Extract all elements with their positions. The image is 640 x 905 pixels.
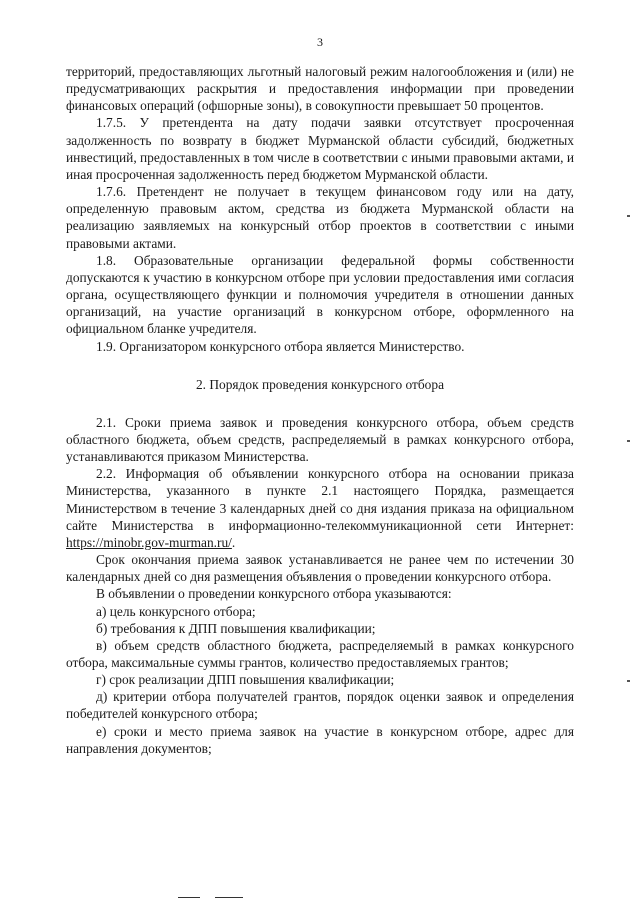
paragraph-1-7-6: 1.7.6. Претендент не получает в текущем финансовом году или на дату, определенную правовым актом, средства из бюджета Мурманской области на реализацию заявляемых на конкурсный отбор проектов в соответствии с иными правовыми актами. [66, 184, 574, 251]
bottom-rule [215, 897, 243, 898]
paragraph-2-2-text: 2.2. Информация об объявлении конкурсного отбора на основании приказа Министерства, указанного в пункте 2.1 настоящего Порядка, размещается Министерством в течение 3 календарных дней со дня издания приказа на официальном сайте Министерства в информационно-телекоммуникационной сети Интернет: [66, 466, 574, 533]
paragraph-announcement-intro: В объявлении о проведении конкурсного отбора указываются: [96, 586, 452, 602]
page-number: 3 [317, 35, 323, 49]
scan-mark [627, 215, 630, 217]
bottom-rule [178, 897, 200, 898]
paragraph-1-8: 1.8. Образовательные организации федеральной формы собственности допускаются к участию в конкурсном отборе при условии предоставления ими согласия органа, осуществляющего функции и полномочия учредителя в отношении данных организаций, на участие организаций в конкурсном отборе, оформленного на официальном бланке учредителя. [66, 252, 574, 337]
scan-mark [627, 440, 630, 442]
paragraph-2-2 [66, 465, 574, 551]
paragraph-1-9: 1.9. Организатором конкурсного отбора является Министерство. [96, 338, 465, 354]
ministry-website-link[interactable]: https://minobr.gov-murman.ru/ [66, 534, 232, 550]
paragraph-2-1: 2.1. Сроки приема заявок и проведения конкурсного отбора, объем средств областного бюджета, объем средств, распределяемый в рамках конкурсного отбора, устанавливаются приказом Министерства. [66, 414, 574, 465]
document-body [66, 63, 574, 757]
paragraph-continuation: территорий, предоставляющих льготный налоговый режим налогообложения и (или) не предусматривающих раскрытия и предоставления информации при проведении финансовых операций (офшорные зоны), в совокупности превышает 50 процентов. [66, 64, 574, 114]
paragraph-deadline: Срок окончания приема заявок устанавливается не ранее чем по истечении 30 календарных дней со дня размещения объявления о проведении конкурсного отбора. [66, 552, 574, 585]
paragraph-2-2-end: . [231, 534, 236, 550]
paragraph-1-7-5: 1.7.5. У претендента на дату подачи заявки отсутствует просроченная задолженность по возврату в бюджет Мурманской области субсидий, бюджетных инвестиций, предоставленных в том числе в соответствии с иными правовыми актами, и иная просроченная задолженность перед бюджетом Мурманской области. [66, 115, 575, 182]
section-heading: 2. Порядок проведения конкурсного отбора [195, 376, 445, 392]
list-item-g: г) срок реализации ДПП повышения квалификации; [96, 672, 395, 688]
scan-mark [627, 680, 630, 682]
list-item-d: д) критерии отбора получателей грантов, порядок оценки заявок и определения победителей конкурсного отбора; [66, 689, 574, 722]
list-item-a: а) цель конкурсного отбора; [96, 603, 256, 619]
list-item-b: б) требования к ДПП повышения квалификации; [96, 620, 376, 636]
list-item-v: в) объем средств областного бюджета, распределяемый в рамках конкурсного отбора, максимальные суммы грантов, количество предоставляемых грантов; [66, 637, 574, 670]
list-item-e: е) сроки и место приема заявок на участие в конкурсном отборе, адрес для направления документов; [66, 723, 574, 756]
